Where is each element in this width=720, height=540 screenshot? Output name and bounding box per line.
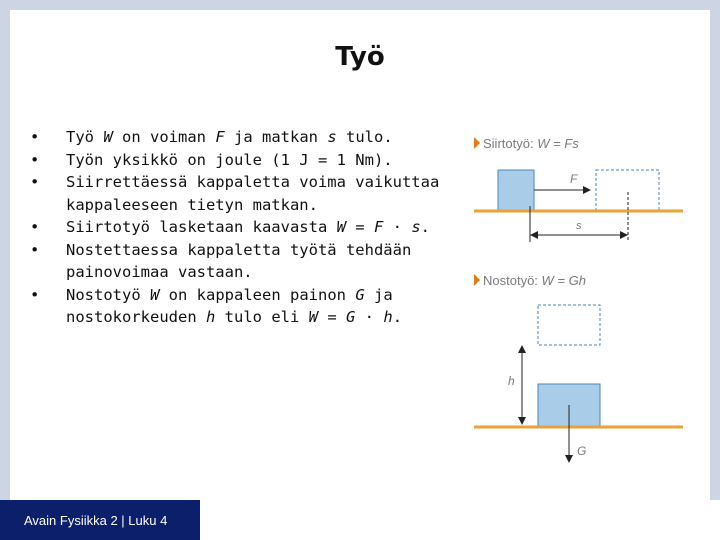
lift-formula: W = Gh	[541, 273, 586, 288]
svg-text:Nostotyö: W = Gh	[483, 273, 586, 288]
bullet-text: tulo eli	[215, 308, 309, 326]
distance-label: s	[576, 220, 582, 232]
symbol-text: W	[308, 308, 318, 326]
symbol-text: s	[411, 218, 421, 236]
diagram-lift-work	[474, 273, 683, 462]
symbol-text: G	[346, 308, 356, 326]
bullet-text: ·	[355, 308, 384, 326]
bullet-text: on voiman	[112, 128, 216, 146]
bullet-text: Siirrettäessä kappaletta voima vaikuttaa kappaleeseen tietyn matkan.	[66, 173, 440, 214]
lift-heading: Nostotyö:	[483, 273, 542, 288]
bullet-text: .	[420, 218, 430, 236]
bullet-text: ja nostokorkeuden	[66, 285, 393, 326]
symbol-text: h	[383, 308, 393, 326]
bullet-text: Siirtotyö lasketaan kaavasta	[66, 218, 337, 236]
force-label: F	[570, 172, 578, 186]
bullet-text: Työ	[66, 128, 104, 146]
svg-text:Siirtotyö: W = Fs	[483, 136, 579, 151]
push-formula: W = Fs	[537, 136, 579, 151]
footer-text: Avain Fysiikka 2 | Luku 4	[24, 513, 168, 528]
symbol-text: F	[373, 218, 384, 236]
symbol-text: W	[103, 128, 113, 146]
symbol-text: F	[215, 128, 225, 146]
block-start	[498, 170, 534, 210]
symbol-text: G	[355, 285, 365, 304]
bullet-text: tulo.	[336, 128, 393, 146]
bullet-text: Nostotyö	[66, 285, 150, 304]
push-heading: Siirtotyö:	[483, 136, 538, 151]
height-label: h	[508, 374, 515, 388]
symbol-text: W	[336, 218, 346, 236]
heading-marker-icon	[474, 274, 480, 286]
bullet-text: ja matkan	[224, 128, 328, 146]
bullet-text: =	[318, 308, 346, 326]
symbol-text: h	[205, 308, 216, 326]
bullet-text: .	[392, 308, 403, 326]
weight-label: G	[577, 444, 587, 458]
bullet-text: on kappaleen painon	[159, 285, 356, 304]
bullet-text: ·	[383, 218, 412, 236]
slide-title: Työ	[335, 42, 385, 72]
block-raised-dashed	[538, 305, 600, 345]
symbol-text: s	[327, 128, 337, 146]
diagram-push-work	[474, 136, 683, 242]
bullet-text: Työn yksikkö on joule (1 J = 1 Nm).	[66, 150, 393, 169]
heading-marker-icon	[474, 137, 480, 149]
bullet-text: =	[345, 218, 374, 236]
symbol-text: W	[150, 285, 160, 304]
bullet-text: Nostettaessa kappaletta työtä tehdään painovoimaa vastaan.	[66, 240, 412, 281]
